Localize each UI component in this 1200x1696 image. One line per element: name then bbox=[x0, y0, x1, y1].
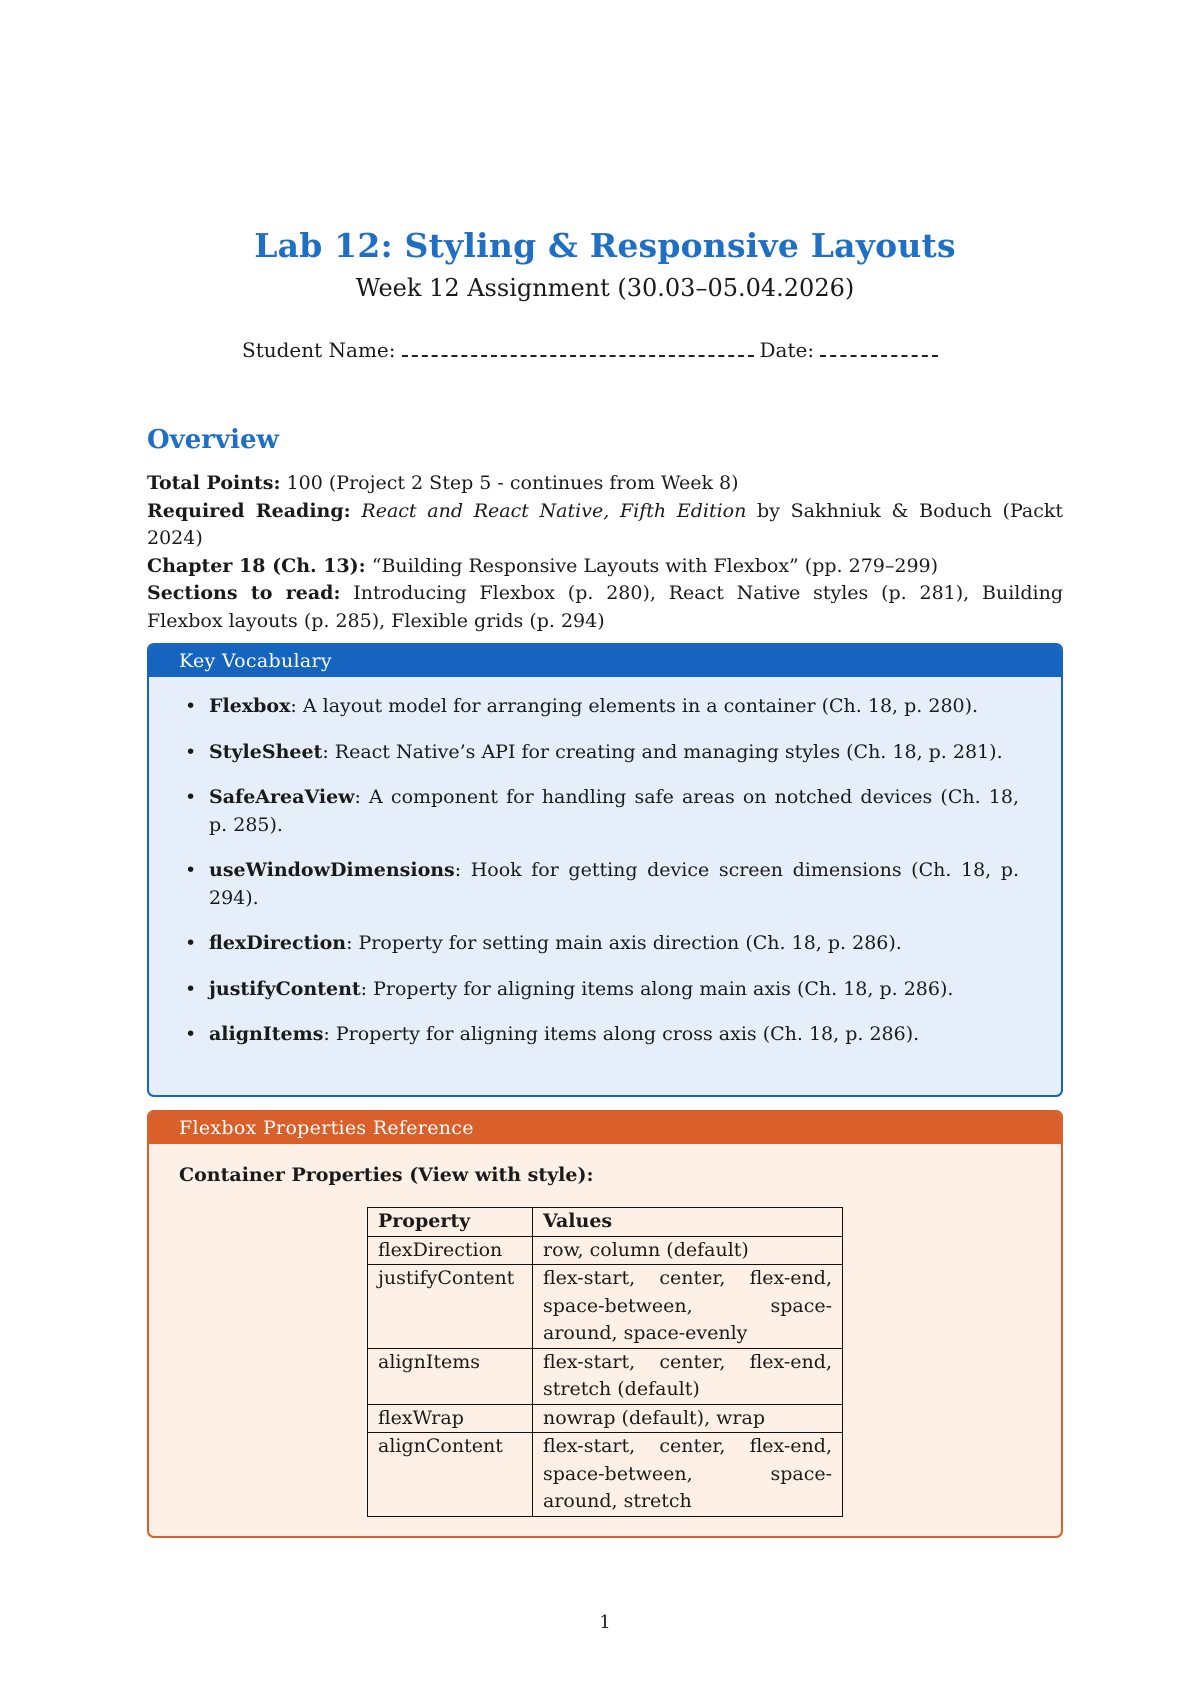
bullet-icon: • bbox=[185, 932, 197, 954]
vocabulary-item bbox=[185, 1021, 1019, 1049]
bullet-icon: • bbox=[185, 695, 197, 717]
table-row bbox=[368, 1236, 843, 1265]
total-points-label: Total Points: bbox=[147, 472, 281, 494]
total-points-value: 100 (Project 2 Step 5 - continues from Week 8) bbox=[286, 472, 739, 494]
sections-line bbox=[147, 580, 1063, 635]
bullet-icon: • bbox=[185, 740, 197, 763]
required-reading-rest: by Sakhniuk & Boduch (Packt 2024) bbox=[147, 499, 1063, 549]
vocabulary-term: Flexbox bbox=[209, 695, 291, 717]
vocabulary-definition: : Property for setting main axis direction (Ch. 18, p. 286). bbox=[346, 932, 902, 954]
property-cell: alignContent bbox=[368, 1433, 533, 1517]
date-blank[interactable] bbox=[820, 353, 938, 357]
values-cell: nowrap (default), wrap bbox=[533, 1404, 843, 1433]
required-reading-label: Required Reading: bbox=[147, 499, 351, 522]
chapter-label: Chapter 18 (Ch. 13): bbox=[147, 554, 366, 577]
bullet-icon: • bbox=[185, 859, 197, 881]
bullet-icon: • bbox=[185, 786, 197, 808]
property-cell: justifyContent bbox=[368, 1265, 533, 1349]
page-subtitle: Week 12 Assignment (30.03–05.04.2026) bbox=[355, 274, 855, 302]
vocabulary-term: StyleSheet bbox=[209, 740, 323, 763]
student-name-blank[interactable] bbox=[402, 353, 754, 357]
property-cell: flexWrap bbox=[368, 1404, 533, 1433]
vocabulary-definition: : A component for handling safe areas on notched devices (Ch. 18, p. 285). bbox=[209, 786, 1019, 836]
flexbox-properties-table bbox=[367, 1207, 843, 1517]
vocabulary-item bbox=[185, 693, 1019, 721]
vocabulary-item bbox=[185, 930, 1019, 958]
key-vocabulary-header: Key Vocabulary bbox=[149, 645, 1061, 677]
vocabulary-term: flexDirection bbox=[209, 932, 347, 954]
flexbox-reference-header: Flexbox Properties Reference bbox=[149, 1112, 1061, 1144]
values-cell: flex-start, center, flex-end, stretch (default) bbox=[533, 1348, 843, 1404]
vocabulary-item bbox=[185, 739, 1019, 767]
key-vocabulary-box bbox=[147, 643, 1063, 1097]
chapter-line bbox=[147, 553, 1063, 581]
document-page bbox=[147, 0, 1063, 1696]
vocabulary-definition: : React Native’s API for creating and managing styles (Ch. 18, p. 281). bbox=[322, 740, 1003, 763]
property-cell: flexDirection bbox=[368, 1236, 533, 1265]
container-properties-heading: Container Properties (View with style): bbox=[179, 1164, 594, 1186]
table-row bbox=[368, 1404, 843, 1433]
vocabulary-list bbox=[185, 693, 1019, 1067]
column-header-property: Property bbox=[368, 1208, 533, 1237]
vocabulary-term: alignItems bbox=[209, 1023, 324, 1045]
table-row bbox=[368, 1265, 843, 1349]
date-label: Date: bbox=[759, 338, 815, 362]
bullet-icon: • bbox=[185, 977, 197, 1000]
page-title: Lab 12: Styling & Responsive Layouts bbox=[254, 226, 956, 265]
vocabulary-item bbox=[185, 976, 1019, 1004]
vocabulary-definition: : Property for aligning items along cross axis (Ch. 18, p. 286). bbox=[323, 1023, 920, 1045]
vocabulary-item bbox=[185, 784, 1019, 839]
total-points-line bbox=[147, 470, 1063, 498]
vocabulary-term: SafeAreaView bbox=[209, 786, 355, 808]
table-row bbox=[368, 1433, 843, 1517]
table-row bbox=[368, 1348, 843, 1404]
values-cell: row, column (default) bbox=[533, 1236, 843, 1265]
student-info-line bbox=[242, 338, 944, 362]
column-header-values: Values bbox=[533, 1208, 843, 1237]
vocabulary-definition: : Property for aligning items along main axis (Ch. 18, p. 286). bbox=[360, 977, 954, 1000]
required-reading-book: React and React Native, Fifth Edition bbox=[361, 499, 747, 522]
student-name-label: Student Name: bbox=[242, 338, 396, 362]
vocabulary-item bbox=[185, 857, 1019, 912]
page-number: 1 bbox=[599, 1612, 611, 1633]
table-header-row bbox=[368, 1208, 843, 1237]
values-cell: flex-start, center, flex-end, space-between, space-around, stretch bbox=[533, 1433, 843, 1517]
property-cell: alignItems bbox=[368, 1348, 533, 1404]
flexbox-reference-box bbox=[147, 1110, 1063, 1538]
overview-heading: Overview bbox=[147, 425, 279, 455]
overview-section bbox=[147, 470, 1063, 635]
vocabulary-term: justifyContent bbox=[209, 977, 361, 1000]
sections-value: Introducing Flexbox (p. 280), React Native styles (p. 281), Building Flexbox layouts (p. 285), Flexible grids (p. 294) bbox=[147, 582, 1063, 632]
vocabulary-definition: : A layout model for arranging elements in a container (Ch. 18, p. 280). bbox=[290, 695, 979, 717]
bullet-icon: • bbox=[185, 1023, 197, 1045]
values-cell: flex-start, center, flex-end, space-between, space-around, space-evenly bbox=[533, 1265, 843, 1349]
sections-label: Sections to read: bbox=[147, 582, 341, 604]
vocabulary-term: useWindowDimensions bbox=[209, 859, 455, 881]
chapter-value: “Building Responsive Layouts with Flexbox” (pp. 279–299) bbox=[371, 554, 939, 577]
vocabulary-definition: : Hook for getting device screen dimensions (Ch. 18, p. 294). bbox=[209, 859, 1019, 909]
required-reading-line bbox=[147, 498, 1063, 553]
